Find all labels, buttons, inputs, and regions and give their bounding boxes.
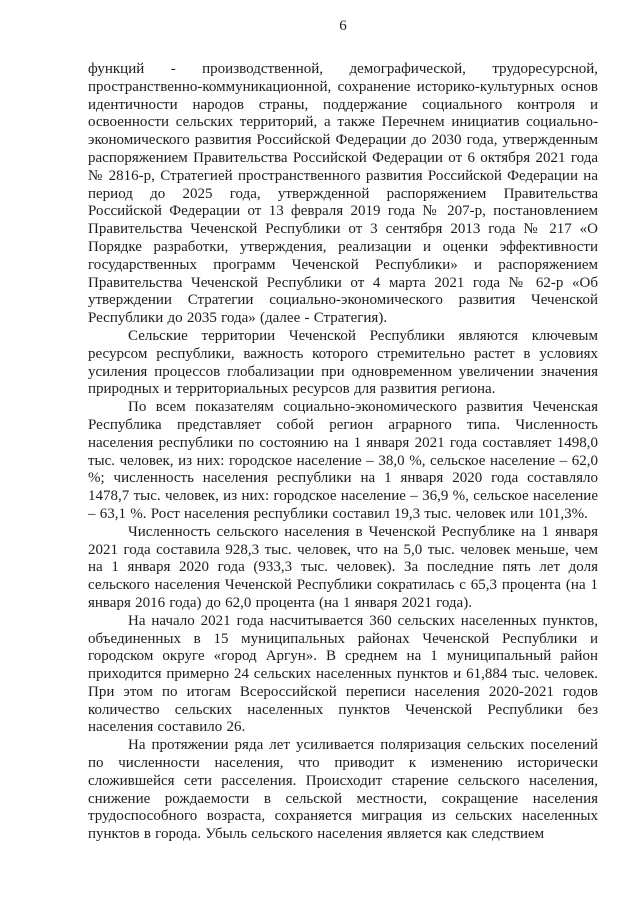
paragraph-agrarian-region-population: По всем показателям социально-экономического развития Чеченская Республика представляет собой регион аграрного типа. Численность населения республики по состоянию на 1 января 2021 года составляет 1498,0 тыс. человек, из них: городское население – 38,0 %, сельское население – 62,0 %; численность населения республики на 1 января 2020 года составляло 1478,7 тыс. человек, из них: городское население – 36,9 %, сельское население – 63,1 %. Рост населения республики составил 19,3 тыс. человек или 101,3%. [88, 399, 598, 522]
page-number: 6 [339, 18, 347, 34]
paragraph-continuation: функций - производственной, демографической, трудоресурсной, пространственно-коммуникационной, сохранение историко-культурных основ идентичности народов страны, поддержание социального контроля и освоенности сельских территорий, а также Перечнем инициатив социально-экономического развития Российской Федерации до 2030 года, утвержденным распоряжением Правительства Российской Федерации от 6 октября 2021 года № 2816-р, Стратегией пространственного развития Российской Федерации на период до 2025 года, утвержденной распоряжением Правительства Российской Федерации от 13 февраля 2019 года № 207-р, постановлением Правительства Чеченской Республики от 3 сентября 2013 года № 217 «О Порядке разработки, утверждения, реализации и оценки эффективности государственных программ Чеченской Республики» и распоряжением Правительства Чеченской Республики от 4 марта 2021 года № 62-р «Об утверждении Стратегии социально-экономического развития Чеченской Республики до 2035 года» (далее - Стратегия). [88, 61, 598, 327]
paragraph-rural-settlements-count: На начало 2021 года насчитывается 360 сельских населенных пунктов, объединенных в 15 муниципальных районах Чеченской Республики и городском округе «город Аргун». В среднем на 1 муниципальный район приходится примерно 24 сельских населенных пунктов и 61,884 тыс. человек. При этом по итогам Всероссийской переписи населения 2020-2021 годов количество сельских населенных пунктов Чеченской Республики без населения составило 26. [88, 612, 598, 736]
paragraph-rural-population-decline: Численность сельского населения в Чеченской Республике на 1 января 2021 года составила 928,3 тыс. человек, что на 5,0 тыс. человек меньше, чем на 1 января 2020 года (933,3 тыс. человек). За последние пять лет доля сельского населения Чеченской Республики сократилась с 65,3 процента (на 1 января 2016 года) до 62,0 процента (на 1 января 2021 года). [88, 523, 598, 611]
paragraph-settlement-polarization: На протяжении ряда лет усиливается поляризация сельских поселений по численности населения, что приводит к изменению исторически сложившейся сети расселения. Происходит старение сельского населения, снижение рождаемости в сельской местности, сокращение населения трудоспособного возраста, сохраняется миграция из сельских населенных пунктов в города. Убыль сельского населения является как следствием [88, 737, 598, 843]
paragraph-rural-territories-key-resource: Сельские территории Чеченской Республики являются ключевым ресурсом республики, важность которого стремительно растет в условиях усиления процессов глобализации при одновременном увеличении значения природных и территориальных ресурсов для развития региона. [88, 327, 598, 398]
document-body [88, 61, 598, 844]
